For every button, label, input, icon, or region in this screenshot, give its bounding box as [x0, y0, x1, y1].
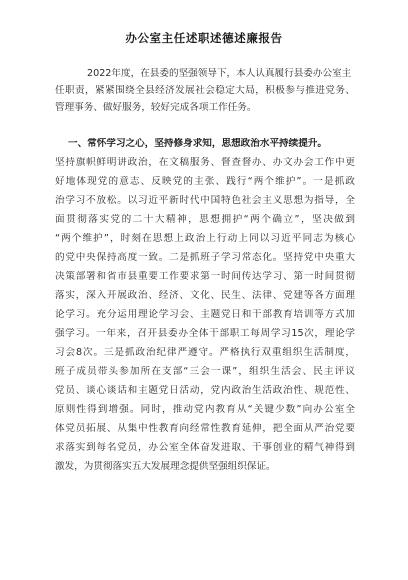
paragraph-line: 管理事务、做好服务，较好完成各项工作任务。 [55, 102, 257, 113]
paragraph-line: 求落实到每名党员，办公室全体奋发进取、干事创业的精气神得到 [55, 442, 355, 453]
paragraph-line: 强学习。一年来，召开县委办全体干部职工每周学习15次，理论学 [55, 328, 355, 339]
paragraph-line: 治学习不放松。以习近平新时代中国特色社会主义思想为指导，全 [55, 195, 355, 206]
paragraph-line: 习会8次。三是抓政治纪律严遵守。严格执行双重组织生活制度， [55, 347, 355, 358]
paragraph-line: 面贯彻落实党的二十大精神，思想拥护“两个确立”，坚决做到 [55, 214, 355, 225]
paragraph-line: 的党中央保持高度一致。二是抓班子学习常态化。坚持党中央重大 [55, 252, 355, 263]
paragraph-line: 班子成员带头参加所在支部“三会一课”，组织生活会、民主评议 [55, 366, 355, 377]
paragraph-line: 论学习。充分运用理论学习会、主题党日和干部教育培训等方式加 [55, 309, 355, 320]
paragraph-line: 原则性得到增强。同时，推动党内教育从“关键少数”向办公室全 [55, 404, 355, 415]
document-title: 办公室主任述职述德述廉报告 [125, 31, 283, 45]
paragraph-line: 任职责，紧紧围绕全县经济发展社会稳定大局，积极参与推进党务、 [55, 85, 355, 96]
paragraph-line: “两个维护”，时刻在思想上政治上行动上同以习近平同志为核心 [55, 233, 355, 244]
paragraph-line: 激发，为贯彻落实五大发展理念提供坚强组织保证。 [55, 461, 276, 472]
paragraph-line: 好地体现党的意志、反映党的主张、践行“两个维护”。一是抓政 [55, 176, 355, 187]
paragraph-line: 落实，深入开展政治、经济、文化、民生、法律、党建等各方面理 [55, 290, 355, 301]
paragraph-line: 体党员拓展、从集中性教育向经常性教育延伸，把全面从严治党要 [55, 423, 355, 434]
paragraph-line: 坚持旗帜鲜明讲政治，在文稿服务、督查督办、办文办会工作中更 [55, 157, 355, 168]
paragraph-line: 决策部署和省市县重要工作要求第一时间传达学习、第一时间贯彻 [55, 271, 355, 282]
section-heading: 一、常怀学习之心，坚持修身求知，思想政治水平持续提升。 [68, 138, 328, 149]
paragraph-line: 2022年度，在县委的坚强领导下，本人认真履行县委办公室主 [87, 68, 352, 79]
paragraph-line: 党员、谈心谈话和主题党日活动，党内政治生活政治性、规范性、 [55, 385, 355, 396]
